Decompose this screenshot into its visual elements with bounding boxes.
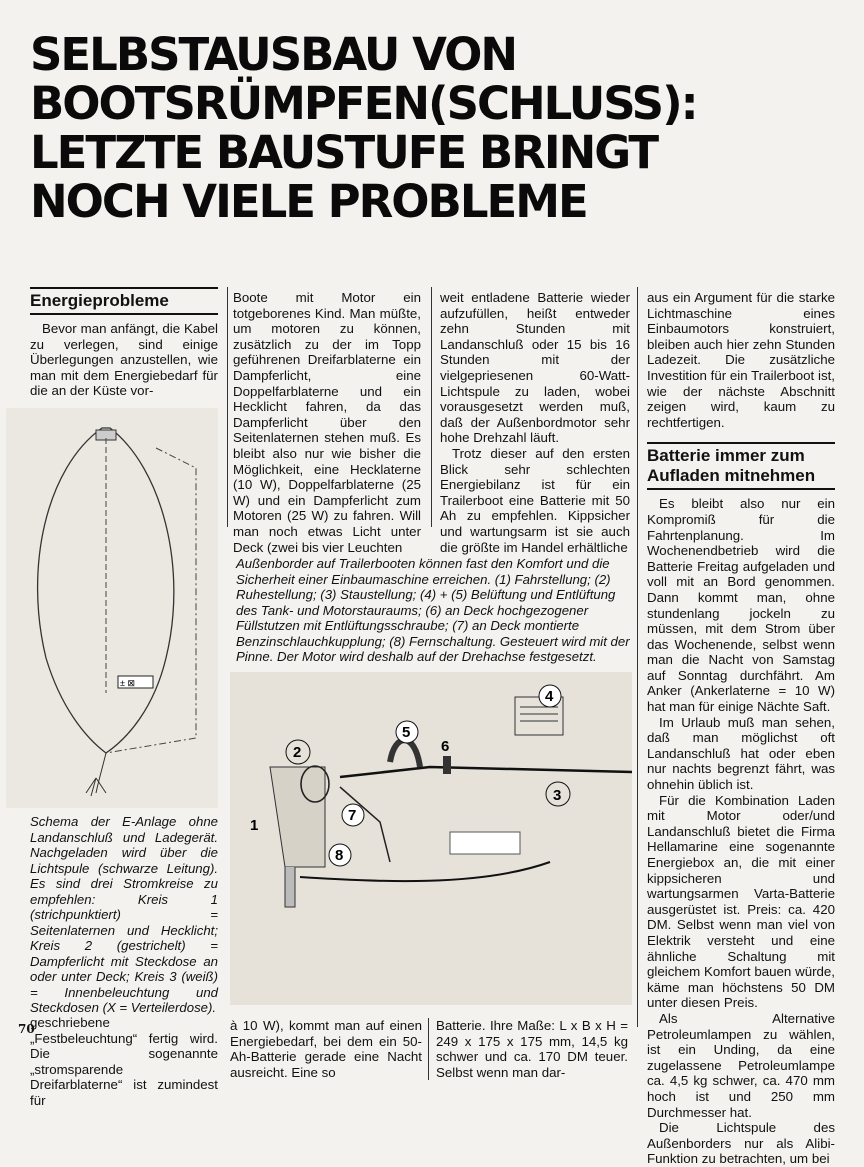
figure-label-5: 5: [402, 724, 411, 741]
figure-label-1: 1: [250, 817, 259, 834]
headline: [30, 30, 850, 226]
col3-paragraph-2: Trotz dieser auf den ersten Blick sehr schlechten Energiebilanz ist für ein Trailerboot eine Batterie mit 50 Ah zu empfehlen. Kippsicher und wartungsarm ist sie auch die größte im Handel erhältliche: [440, 445, 630, 555]
outboard-drawing: [230, 672, 632, 1005]
column-4: [647, 290, 835, 1167]
col4-paragraph-3: Im Urlaub muß man sehen, daß man möglichst oft Landanschluß hat oder eben nur nachts begrenzt fährt, was ohnehin üblich ist.: [647, 714, 835, 793]
headline-line-3: LETZTE BAUSTUFE BRINGT: [30, 126, 658, 179]
section-heading-energieprobleme: Energieprobleme: [30, 287, 218, 315]
column-divider-1: [227, 287, 228, 527]
wiring-schematic-figure: [6, 408, 218, 808]
column-divider-4: [428, 1018, 429, 1080]
section-heading-batterie: Batterie immer zum Aufladen mitnehmen: [647, 442, 835, 490]
svg-text:± ⊠: ± ⊠: [120, 678, 135, 688]
figure-label-7: 7: [348, 807, 357, 824]
figure-label-3: 3: [553, 787, 562, 804]
col1-paragraph-2: geschriebene „Festbeleuchtung“ fertig wird. Die sogenannte „stromsparende Dreifarblaterne“ ist zumindest für: [30, 1015, 218, 1108]
col4-paragraph-5: Als Alternative Petroleumlampen zu wählen, ist ein Unding, da eine zugelassene Petroleumlampe ca. 4,5 kg schwer, ca. 470 mm hoch ist und 250 mm Durchmesser hat.: [647, 1010, 835, 1120]
column-2: [233, 290, 421, 555]
headline-line-4: NOCH VIELE PROBLEME: [30, 175, 587, 228]
page-number: 70: [18, 1022, 35, 1036]
column-3: [440, 290, 630, 555]
figure-label-2: 2: [293, 744, 302, 761]
figure-label-8: 8: [335, 847, 344, 864]
headline-line-2: BOOTSRÜMPFEN(SCHLUSS):: [30, 77, 697, 130]
col3-paragraph-1: weit entladene Batterie wieder aufzufüllen, heißt entweder zehn Stunden mit Landanschluß oder 15 bis 16 Stunden mit der vielgepriesenen 60-Watt-Lichtspule zu laden, wobei vorausgesetzt werden muß, daß der Außenbordmotor sehr hohe Drehzahl läuft.: [440, 290, 630, 446]
col4-paragraph-1: aus ein Argument für die starke Lichtmaschine eines Einbaumotors konstruiert, bleiben auch hier zehn Stunden Ladezeit. Die zusätzliche Investition für ein Trailerboot ist, wie der nächste Abschnitt zeigen wird, kaum zu rechtfertigen.: [647, 290, 835, 430]
outboard-figure: [230, 672, 632, 1005]
col2-paragraph-2: à 10 W), kommt man auf einen Energiebedarf, bei dem ein 50-Ah-Batterie gerade eine Nacht ausreicht. Eine so: [230, 1018, 422, 1080]
column-1-continued: [30, 1015, 218, 1109]
outboard-caption: Außenborder auf Trailerbooten können fast den Komfort und die Sicherheit einer Einbaumaschine erreichen. (1) Fahrstellung; (2) Ruhestellung; (3) Staustellung; (4) + (5) Belüftung und Entlüftung des Tank- und Motorstauraums; (6) an Deck hochgezogener Füllstutzen mit Entlüftungsschraube; (7) an Deck montierte Benzinschlauchkupplung; (8) Fernschaltung. Gesteuert wird mit der Pinne. Der Motor wird deshalb auf der Drehachse festgesetzt.: [236, 556, 630, 664]
wiring-caption: Schema der E-Anlage ohne Landanschluß und Ladegerät. Nachgeladen wird über die Lichtspule (schwarze Leitung). Es sind drei Stromkreise zu empfehlen: Kreis 1 (strichpunktiert) = Seitenlaternen und Hecklicht; Kreis 2 (gestrichelt) = Dampferlicht mit Steckdose an oder unter Deck; Kreis 3 (weiß) = Innenbeleuchtung und Steckdosen (X = Verteilerdose).: [30, 814, 218, 1015]
headline-line-1: SELBSTAUSBAU VON: [30, 28, 517, 81]
col2-paragraph-1: Boote mit Motor ein totgeborenes Kind. Man müßte, um motoren zu können, zusätzlich zu der im Topp geführenen Dreifarblaterne ein Dampferlicht, eine Doppelfarblaterne und ein Hecklicht fahren, da das Dampferlicht über den Seitenlaternen stehen muß. Es bleibt also nur wie bisher die Möglichkeit, eine Hecklaterne (10 W), Doppelfarblaterne (25 W) und ein Dampferlicht zum Motoren (25 W) zu fahren. Will man noch etwas Licht unter Deck (zwei bis vier Leuchten: [233, 290, 421, 555]
col4-paragraph-2: Es bleibt also nur ein Kompromiß für die Fahrtenplanung. Im Wochenendbetrieb wird die Batterie Freitag aufgeladen und voll mit an Bord genommen. Dann kommt man, ohne stundenlang jockeln zu müssen, mit dem Strom über das Wochenende, selbst wenn man die Nacht von Samstag auf Sonntag durchfährt. Am Anker (Ankerlaterne = 10 W) hat man für einige Nächte Saft.: [647, 496, 835, 715]
column-3-continued: [436, 1018, 628, 1080]
col4-paragraph-6: Die Lichtspule des Außenborders nur als Alibi-Funktion zu betrachten, um bei: [647, 1120, 835, 1167]
column-1: [30, 287, 218, 399]
col1-paragraph-1: Bevor man anfängt, die Kabel zu verlegen, sind einige Überlegungen anzustellen, wie man mit dem Energiebedarf für die an der Küste vor-: [30, 321, 218, 399]
figure-label-6: 6: [441, 738, 450, 755]
column-divider-3: [637, 287, 638, 1027]
figure-label-4: 4: [545, 688, 554, 705]
column-2-continued: [230, 1018, 422, 1080]
col3-paragraph-3: Batterie. Ihre Maße: L x B x H = 249 x 175 x 175 mm, 14,5 kg schwer und ca. 170 DM teuer. Selbst wenn man dar-: [436, 1018, 628, 1080]
wiring-schematic-drawing: [6, 408, 218, 808]
column-divider-2: [431, 287, 432, 527]
col4-paragraph-4: Für die Kombination Laden mit Motor oder/und Landanschluß bietet die Firma Hellamarine eine sogenannte Energiebox an, die mit einer kippsicheren und wartungsarmen Varta-Batterie ausgerüstet ist. Preis: ca. 420 DM. Selbst wenn man viel von Elektrik versteht und eine ähnliche Schaltung mit gleichem Komfort bauen würde, käme man höchstens 50 DM unter diesen Preis.: [647, 792, 835, 1011]
